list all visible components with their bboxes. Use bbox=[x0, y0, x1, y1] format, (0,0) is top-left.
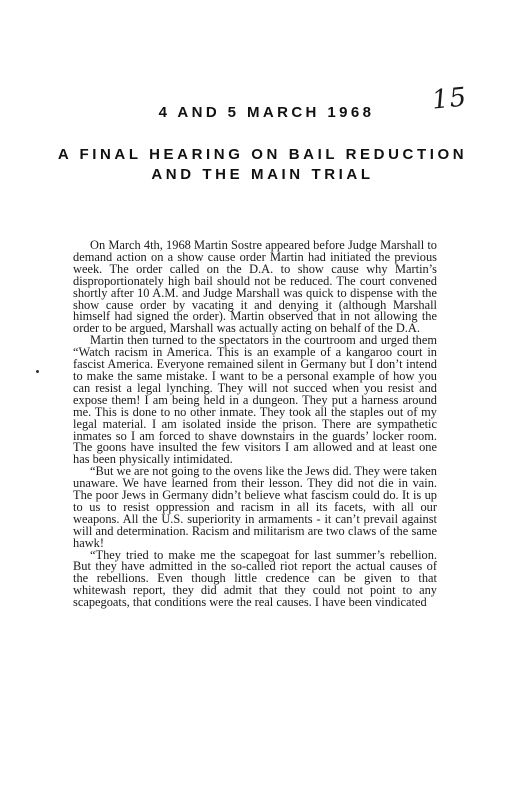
body-text bbox=[73, 240, 437, 609]
paragraph-2: Martin then turned to the spectators in the courtroom and urged them “Watch racism in America. This is an example of a kangaroo court in fascist America. Everyone remained silent in Germany but I don’t intend to make the same mistake. I want to be a personal example of how you can resist a legal lynching. They will not succed when you resist and expose them! I am being held in a dungeon. They put a harness around me. This is done to no other inmate. They took all the staples out of my legal material. I am isolated inside the prison. There are sympathetic inmates so I am forced to shave downstairs in the guards’ locker room. The goons have insulted the few visitors I am allowed and at least one has been physically intimidated. bbox=[73, 333, 437, 467]
page-number: 15 bbox=[430, 82, 469, 116]
margin-mark bbox=[36, 370, 39, 373]
chapter-title-line-1: A FINAL HEARING ON BAIL REDUCTION bbox=[57, 146, 468, 163]
chapter-title-line-2: AND THE MAIN TRIAL bbox=[151, 166, 374, 183]
paragraph-3: “But we are not going to the ovens like the Jews did. They were taken unaware. We have learned from their lesson. They did not die in vain. The poor Jews in Germany didn’t believe what fascism could do. It is up to us to resist oppression and racism in all its facets, with all our weapons. All the U.S. superiority in armaments - it can’t prevail against will and determination. Racism and militarism are two claws of the same hawk! bbox=[73, 464, 437, 550]
paragraph-4: “They tried to make me the scapegoat for last summer’s rebellion. But they have admitted in the so-called riot report the actual causes of the rebellions. Even though little credence can be given to that whitewash report, they did admit that they could not point to any scapegoats, that conditions were the real causes. I have been vindicated bbox=[73, 547, 437, 610]
paragraph-1: On March 4th, 1968 Martin Sostre appeared before Judge Marshall to demand action on a show cause order Martin had initiated the previous week. The order called on the D.A. to show cause why Martin’s disproportionately high bail should not be reduced. The court convened shortly after 10 A.M. and Judge Marshall was quick to dispense with the show cause order by vacating it and denying it (although Marshall himself had signed the order). Martin observed that in not allowing the order to be argued, Marshall was actually acting on behalf of the D.A. bbox=[73, 238, 437, 336]
date-heading: 4 AND 5 MARCH 1968 bbox=[158, 104, 375, 121]
